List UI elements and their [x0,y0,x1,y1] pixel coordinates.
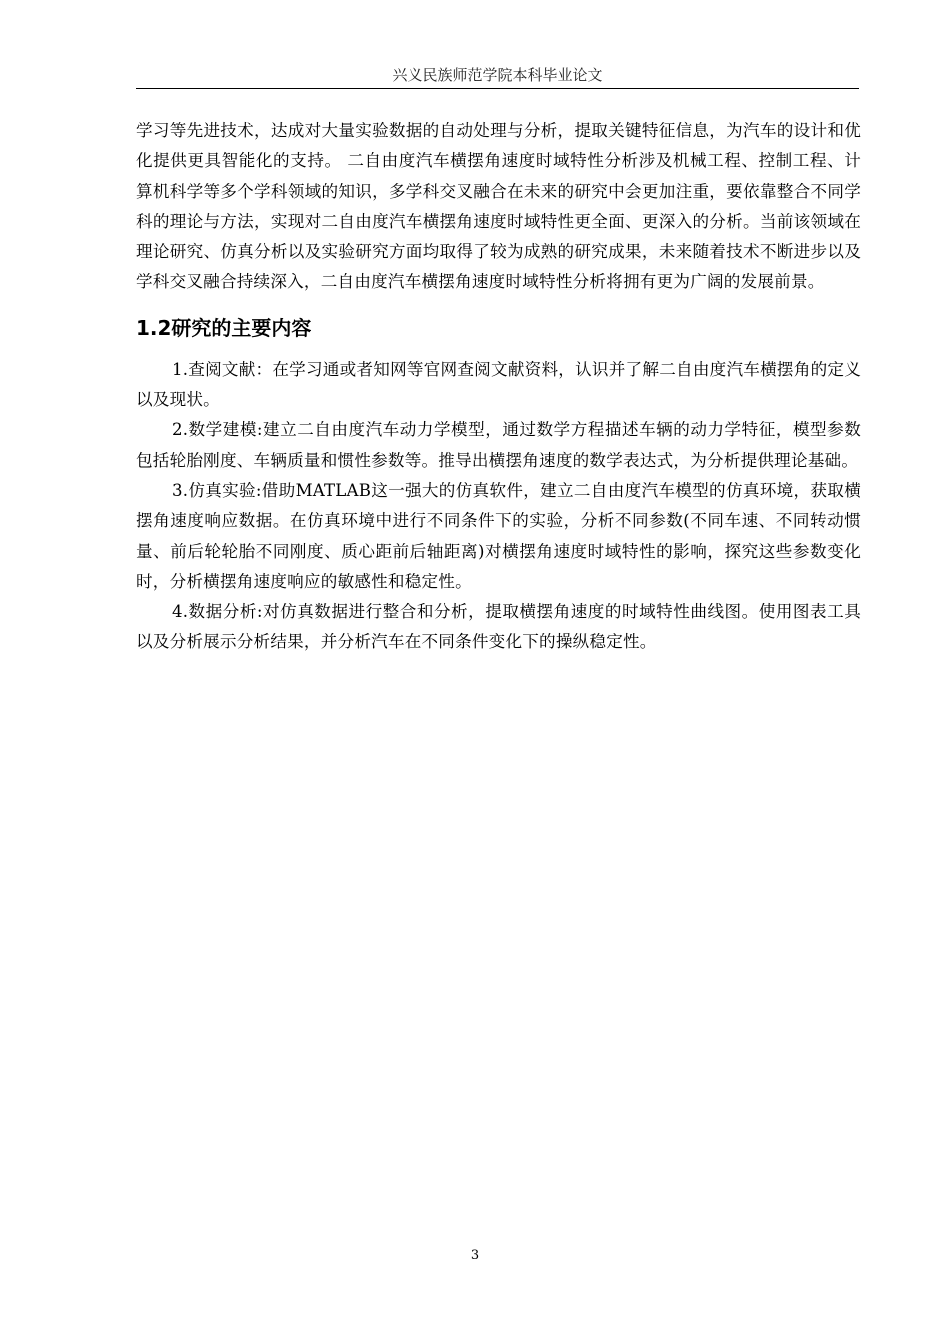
content-item-2: 2.数学建模:建立二自由度汽车动力学模型，通过数学方程描述车辆的动力学特征，模型参数包括轮胎刚度、车辆质量和惯性参数等。推导出横摆角速度的数学表达式，为分析提供理论基础。 [136,420,861,470]
content-item-1: 1.查阅文献：在学习通或者知网等官网查阅文献资料，认识并了解二自由度汽车横摆角的定义以及现状。 [136,359,861,410]
page-header-title: 兴义民族师范学院本科毕业论文 [392,66,603,84]
intro-paragraph: 学习等先进技术，达成对大量实验数据的自动处理与分析，提取关键特征信息，为汽车的设计和优化提供更具智能化的支持。 二自由度汽车横摆角速度时域特性分析涉及机械工程、控制工程、计算机科学等多个学科领域的知识，多学科交叉融合在未来的研究中会更加注重，要依靠整合不同学科的理论与方法，实现对二自由度汽车横摆角速度时域特性更全面、更深入的分析。当前该领域在理论研究、仿真分析以及实验研究方面均取得了较为成熟的研究成果，未来随着技术不断进步以及学科交叉融合持续深入，二自由度汽车横摆角速度时域特性分析将拥有更为广阔的发展前景。 [136,121,861,292]
page-number: 3 [470,1248,480,1263]
content-item-3: 3.仿真实验:借助MATLAB这一强大的仿真软件，建立二自由度汽车模型的仿真环境，获取横摆角速度响应数据。在仿真环境中进行不同条件下的实验，分析不同参数(不同车速、不同转动惯量、前后轮轮胎不同刚度、质心距前后轴距离)对横摆角速度时域特性的影响，探究这些参数变化时，分析横摆角速度响应的敏感性和稳定性。 [136,480,861,591]
header-divider [136,88,859,89]
section-heading: 1.2研究的主要内容 [136,315,312,340]
content-item-4: 4.数据分析:对仿真数据进行整合和分析，提取横摆角速度的时域特性曲线图。使用图表工具以及分析展示分析结果，并分析汽车在不同条件变化下的操纵稳定性。 [136,602,861,652]
page-body [136,116,861,658]
